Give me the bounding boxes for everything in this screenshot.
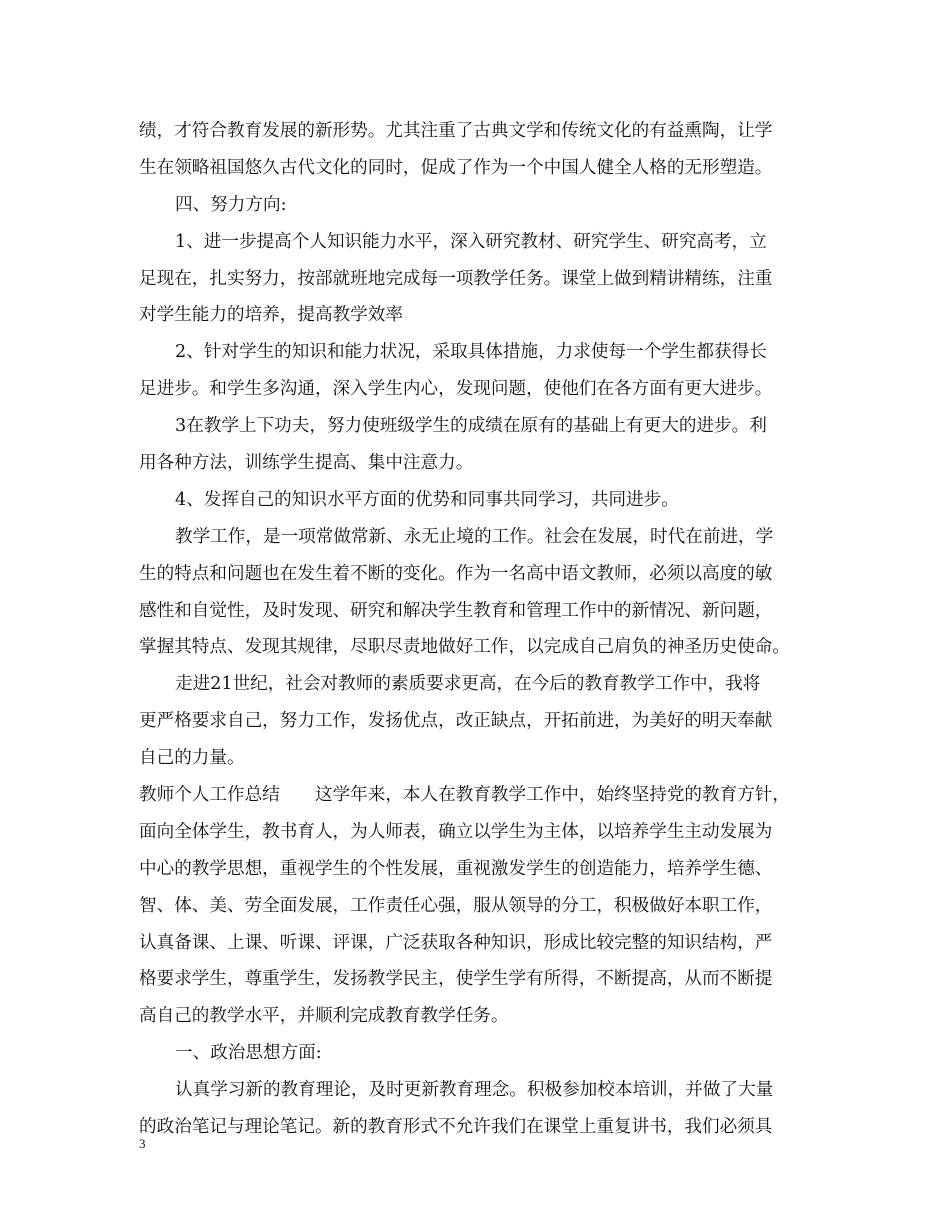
text-line: 足进步。和学生多沟通，深入学生内心，发现问题，使他们在各方面有更大进步。 (139, 379, 773, 400)
text-line: 高自己的教学水平，并顺利完成教育教学任务。 (139, 1006, 509, 1027)
text-line: 掌握其特点、发现其规律，尽职尽责地做好工作，以完成自己肩负的神圣历史使命。 (139, 637, 790, 658)
text-line: 生在领略祖国悠久古代文化的同时，促成了作为一个中国人健全人格的无形塑造。 (139, 157, 773, 178)
text-line: 2、针对学生的知识和能力状况，采取具体措施，力求使每一个学生都获得长 (175, 342, 767, 363)
text-line: 自己的力量。 (139, 748, 245, 769)
text-line: 走进21世纪，社会对教师的素质要求更高，在今后的教育教学工作中，我将 (175, 674, 761, 695)
text-line: 更严格要求自己，努力工作，发扬优点，改正缺点，开拓前进，为美好的明天奉献 (139, 711, 773, 732)
text-line: 3在教学上下功夫，努力使班级学生的成绩在原有的基础上有更大的进步。利 (175, 416, 767, 437)
text-line: 教学工作，是一项常做常新、永无止境的工作。社会在发展，时代在前进，学 (175, 526, 774, 547)
text-line: 足现在，扎实努力，按部就班地完成每一项教学任务。课堂上做到精讲精练，注重 (139, 268, 773, 289)
text-line: 1、进一步提高个人知识能力水平，深入研究教材、研究学生、研究高考，立 (175, 231, 767, 252)
text-line: 教师个人工作总结 这学年来，本人在教育教学工作中，始终坚持党的教育方针， (139, 785, 790, 806)
text-line: 智、体、美、劳全面发展，工作责任心强，服从领导的分工，积极做好本职工作， (139, 895, 773, 916)
text-line: 用各种方法，训练学生提高、集中注意力。 (139, 453, 474, 474)
text-line: 感性和自觉性，及时发现、研究和解决学生教育和管理工作中的新情况、新问题， (139, 600, 773, 621)
page-number: 3 (139, 1136, 146, 1151)
text-line: 格要求学生，尊重学生，发扬教学民主，使学生学有所得，不断提高，从而不断提 (139, 969, 773, 990)
text-line: 认真备课、上课、听课、评课，广泛获取各种知识，形成比较完整的知识结构，严 (139, 932, 773, 953)
text-line: 对学生能力的培养，提高教学效率 (139, 305, 403, 326)
text-line: 生的特点和问题也在发生着不断的变化。作为一名高中语文教师，必须以高度的敏 (139, 563, 773, 584)
text-line: 4、发挥自己的知识水平方面的优势和同事共同学习，共同进步。 (175, 489, 679, 510)
document-body (139, 113, 811, 1146)
text-line: 绩，才符合教育发展的新形势。尤其注重了古典文学和传统文化的有益熏陶，让学 (139, 121, 773, 141)
text-line: 中心的教学思想，重视学生的个性发展，重视激发学生的创造能力，培养学生德、 (139, 858, 773, 879)
text-line: 四、努力方向: (175, 194, 287, 215)
text-line: 面向全体学生，教书育人，为人师表，确立以学生为主体，以培养学生主动发展为 (139, 821, 773, 842)
text-line: 一、政治思想方面: (175, 1043, 322, 1064)
text-line: 的政治笔记与理论笔记。新的教育形式不允许我们在课堂上重复讲书，我们必须具 (139, 1117, 773, 1138)
text-line: 认真学习新的教育理论，及时更新教育理念。积极参加校本培训，并做了大量 (175, 1080, 774, 1101)
